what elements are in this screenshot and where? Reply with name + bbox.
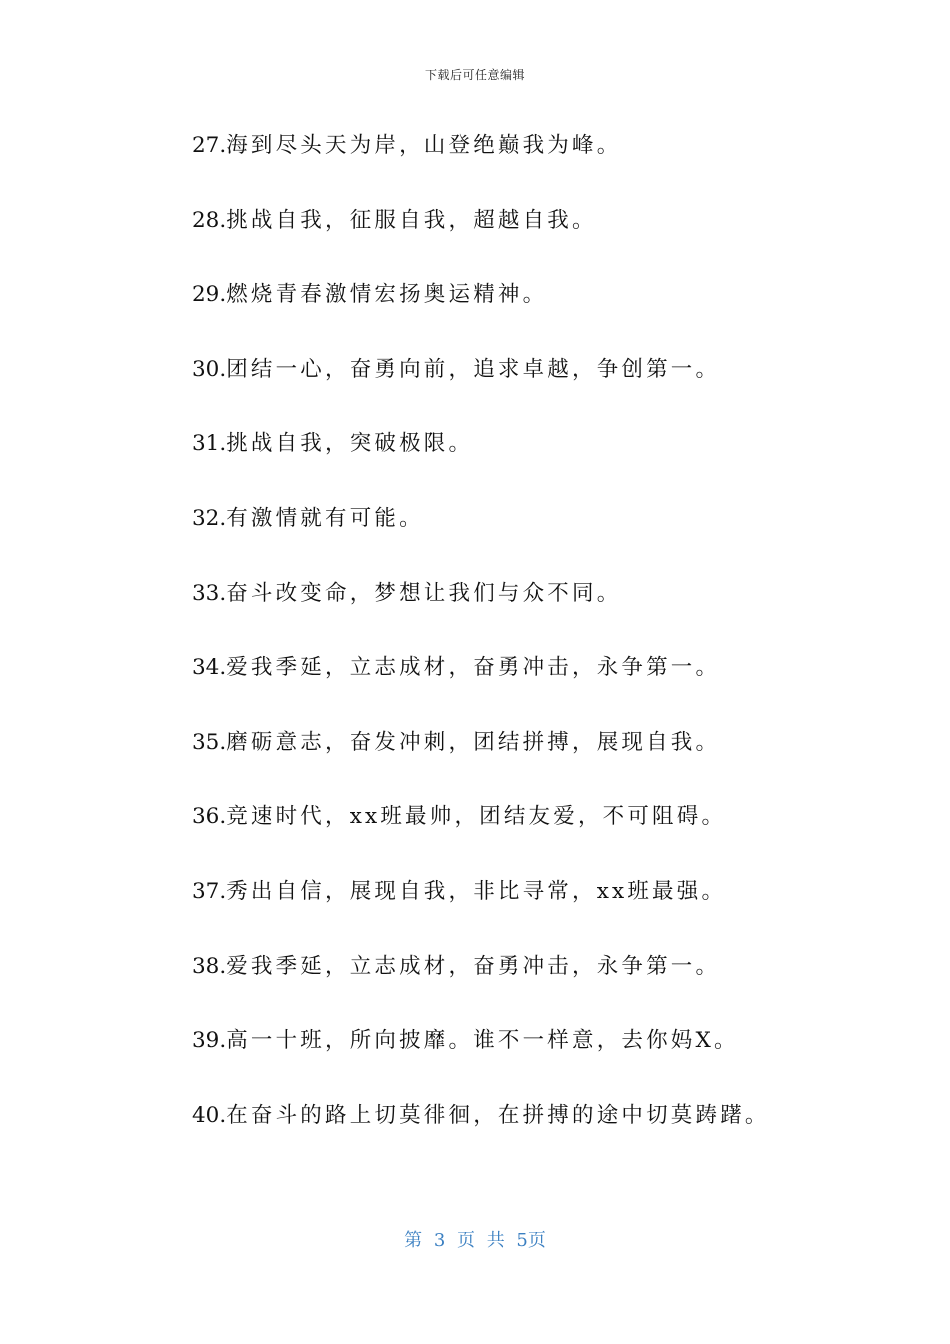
- item-text: 秀出自信，展现自我，非比寻常，xx班最强。: [226, 878, 727, 904]
- list-item: [192, 723, 892, 798]
- list-item: [192, 424, 892, 499]
- list-item: [192, 648, 892, 723]
- item-number: 40.: [192, 1102, 227, 1128]
- item-number: 38.: [192, 953, 227, 979]
- list-item: [192, 499, 892, 574]
- page-header: 下载后可任意编辑: [424, 68, 525, 82]
- item-number: 35.: [192, 729, 227, 755]
- item-number: 28.: [192, 207, 227, 233]
- item-number: 34.: [192, 655, 227, 681]
- list-item: [192, 126, 892, 201]
- item-number: 33.: [192, 580, 227, 606]
- list-item: [192, 201, 892, 276]
- page-number-footer: 第 3 页 共 5页: [404, 1230, 546, 1251]
- list-item: [192, 947, 892, 1022]
- item-number: 29.: [192, 282, 227, 308]
- item-text: 高一十班，所向披靡。谁不一样意，去你妈X。: [226, 1028, 739, 1054]
- item-text: 燃烧青春激情宏扬奥运精神。: [226, 282, 548, 308]
- item-number: 32.: [192, 505, 227, 531]
- list-item: [192, 275, 892, 350]
- item-number: 31.: [192, 431, 227, 457]
- item-text: 爱我季延，立志成材，奋勇冲击，永争第一。: [226, 953, 721, 979]
- item-text: 竞速时代，xx班最帅，团结友爱，不可阻碍。: [226, 804, 727, 830]
- item-number: 30.: [192, 356, 227, 382]
- list-item: [192, 574, 892, 649]
- item-text: 海到尽头天为岸，山登绝巅我为峰。: [226, 133, 622, 158]
- item-text: 爱我季延，立志成材，奋勇冲击，永争第一。: [226, 655, 721, 681]
- list-item: [192, 1021, 892, 1096]
- item-text: 挑战自我，突破极限。: [226, 431, 474, 457]
- item-number: 37.: [192, 878, 227, 904]
- item-text: 在奋斗的路上切莫徘徊，在拼搏的途中切莫踌躇。: [226, 1102, 770, 1128]
- item-text: 有激情就有可能。: [226, 505, 424, 531]
- item-text: 奋斗改变命，梦想让我们与众不同。: [226, 580, 622, 606]
- item-number: 27.: [192, 133, 227, 158]
- item-number: 36.: [192, 804, 227, 830]
- item-text: 挑战自我，征服自我，超越自我。: [226, 207, 597, 233]
- list-item: [192, 872, 892, 947]
- list-item: [192, 1096, 892, 1171]
- list-item: [192, 350, 892, 425]
- document-body: [192, 126, 892, 1170]
- list-item: [192, 797, 892, 872]
- item-text: 磨砺意志，奋发冲刺，团结拼搏，展现自我。: [226, 729, 721, 755]
- item-text: 团结一心，奋勇向前，追求卓越，争创第一。: [226, 356, 721, 382]
- item-number: 39.: [192, 1028, 227, 1054]
